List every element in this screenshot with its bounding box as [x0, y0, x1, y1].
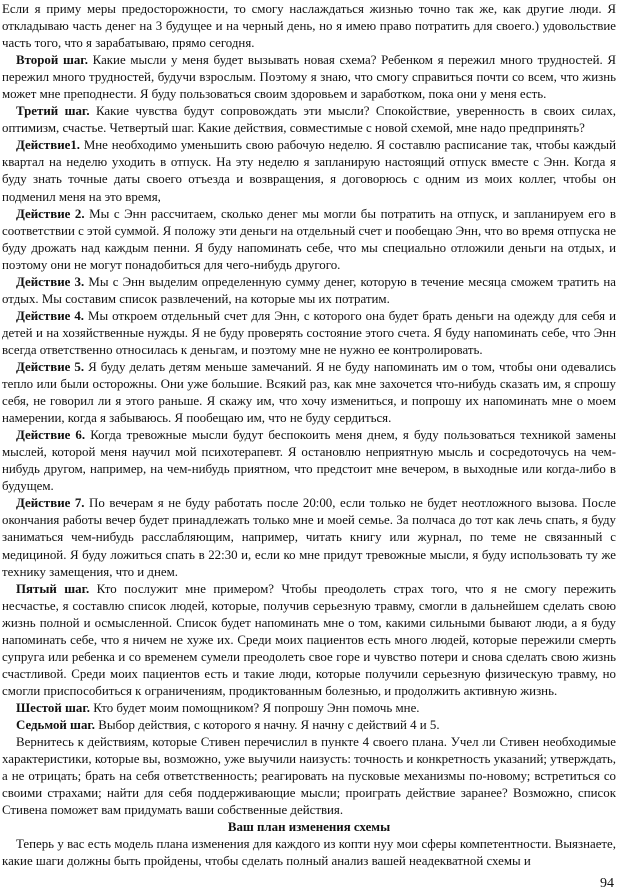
paragraph-lead: Действие1. [16, 138, 81, 153]
paragraph-body: Я буду делать детям меньше замечаний. Я не буду напоминать им о том, чтобы они одевались тепло или были осторожны. Они уже большие. Всякий раз, как мне захочется что-нибудь сказать им, я спрошу себя, не говорил ли я этого раньше. Я скажу им, что хочу измениться, и попрошу их напоминать мне о моем намерении, когда я забываюсь. Я пообещаю им, что не буду сердиться. [2, 359, 616, 426]
paragraph-lead: Седьмой шаг. [16, 717, 96, 732]
paragraph-lead: Действие 5. [16, 359, 85, 374]
paragraph-body: Какие чувства будут сопровождать эти мысли? Спокойствие, уверенность в своих силах, оптимизм, счастье. Четвертый шаг. Какие действия, совместимые с новой схемой, мне надо предпринять? [2, 104, 616, 136]
paragraph [2, 52, 616, 103]
paragraph [2, 206, 616, 274]
paragraph [2, 103, 616, 137]
paragraph-body: Мы с Энн рассчитаем, сколько денег мы могли бы потратить на отпуск, и запланируем его в соответствии с этой суммой. Я положу эти деньги на отдельный счет и пообещаю Энн, что во время отпуска не буду дрожать над каждым пенни. Я буду напоминать себе, что мы специально отложили деньги на отдых, и поэтому они не могут понадобиться для чего-нибудь другого. [2, 206, 616, 272]
paragraph-body: Выбор действия, с которого я начну. Я начну с действий 4 и 5. [95, 717, 440, 732]
paragraph [2, 427, 616, 495]
page-text [2, 1, 616, 870]
paragraph-lead: Действие 6. [16, 428, 86, 443]
paragraph-lead: Пятый шаг. [16, 581, 90, 596]
paragraph-body: Вернитесь к действиям, которые Стивен перечислил в пункте 4 своего плана. Учел ли Стивен необходимые характеристики, которые вы, возможно, уже выучили наизусть: точность и конкретность указаний; утверждать, а не отрицать; брать на себя ответственность; реагировать на пусковые механизмы по-новому; встретиться со своими страхами; найти для себя поддерживающие мысли; проиграть действие заранее? Возможно, список Стивена поможет вам придумать ваши собственные действия. [2, 735, 616, 818]
paragraph [2, 308, 616, 359]
paragraph [2, 137, 616, 205]
paragraph-lead: Шестой шаг. [16, 700, 90, 715]
paragraph-lead: Действие 4. [16, 308, 85, 323]
paragraph-body: Кто будет моим помощником? Я попрошу Энн помочь мне. [89, 700, 420, 715]
paragraph [2, 495, 616, 580]
paragraph [2, 717, 616, 734]
paragraph-body: По вечерам я не буду работать после 20:00, если только не будет неотложного вызова. После окончания работы вечер будет принадлежать только мне и моей семье. За полчаса до тот как лечь спать, я буду заниматься чем-нибудь расслабляющим, например, читать книгу или журнал, по теме не связанный с медициной. Я буду ложиться спать в 22:30 и, если ко мне придут тревожные мысли, я буду использовать ту же технику замещения, что и днем. [2, 496, 616, 579]
paragraph-lead: Действие 3. [16, 274, 85, 289]
paragraph-body: Если я приму меры предосторожности, то смогу наслаждаться жизнью точно так же, как другие люди. Я откладываю часть денег на 3 будущее и на черный день, но я имею право потратить для своего.) удовольствие часть того, что я зарабатываю, прямо сегодня. [2, 2, 616, 51]
paragraph-body: Мне необходимо уменьшить свою рабочую неделю. Я составлю расписание так, чтобы каждый квартал на неделю уходить в отпуск. На эту неделю я запланирую настоящий отпуск вместе с Энн. Когда я буду знать точные даты своего отъезда и возвращения, я договорюсь с одним из моих коллег, чтобы он подменил меня на это время, [2, 138, 616, 204]
paragraph [2, 734, 616, 819]
section-heading: Ваш план изменения схемы [227, 820, 391, 835]
paragraph [2, 700, 616, 717]
paragraph-body: Кто послужит мне примером? Чтобы преодолеть страх того, что я не смогу пережить несчастье, я составлю список людей, которые, получив серьезную травму, смогли в дальнейшем сделать свою жизнь полной и осмысленной. Список будет напоминать мне о том, какими сильными бывают люди, а я буду напоминать себе, что я ничем не хуже их. Среди моих пациентов есть много людей, которые пережили смерть супруга или ребенка и со временем сумели преодолеть свое горе и чувство потери и снова сделать свою жизнь счастливой. Среди моих пациентов есть и такие люди, которые получили серьезную физическую травму, но смогли приспособиться к ограничениям, продиктованным болезнью, и продолжить активную жизнь. [2, 581, 617, 698]
paragraph-body: Когда тревожные мысли будут беспокоить меня днем, я буду пользоваться техникой замены мыслей, которой меня научил мой психотерапевт. Я остановлю неприятную мысль и сосредоточусь на чем-нибудь другом, например, на чем-нибудь приятном, что предстоит мне вечером, в выходные или когда-либо в будущем. [2, 428, 616, 494]
paragraph-lead: Второй шаг. [16, 53, 88, 68]
paragraph-lead: Действие 2. [16, 206, 85, 221]
paragraph [2, 1, 616, 52]
paragraph [2, 359, 616, 427]
paragraph [2, 274, 616, 308]
paragraph [2, 581, 616, 700]
paragraph-body: Какие мысли у меня будет вызывать новая схема? Ребенком я пережил много трудностей. Я пережил много трудностей, будучи взрослым. Поэтому я знаю, что смогу справиться почти со всем, что жизнь может мне преподнести. Я буду пользоваться своим здоровьем и заработком, пока они у меня есть. [2, 53, 617, 102]
paragraph-lead: Третий шаг. [16, 104, 90, 119]
paragraph-body: Мы с Энн выделим определенную сумму денег, которую в течение месяца сможем тратить на отдых. Мы составим список развлечений, на которые мы их потратим. [2, 274, 616, 306]
paragraph-body: Мы откроем отдельный счет для Энн, с которого она будет брать деньги на одежду для себя и детей и на хозяйственные нужды. Я не буду проверять состояние этого счета. Я буду напоминать себе, что Энн всегда ответственно относилась к деньгам, и поэтому мне не нужно ее контролировать. [2, 308, 616, 357]
closing-paragraph: Теперь у вас есть модель плана изменения для каждого из копти нуу мои сферы компетентности. Выязнаете, какие шаги должны быть пройдены, чтобы сделать полный анализ вашей неадекватной схемы и [2, 837, 616, 869]
paragraph-lead: Действие 7. [16, 496, 85, 511]
page-number: 94 [600, 876, 614, 891]
